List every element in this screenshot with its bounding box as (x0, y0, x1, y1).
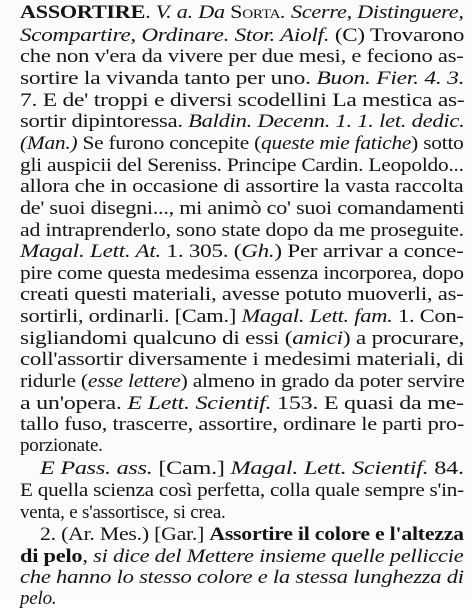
text-run: V. a. Da (155, 2, 231, 23)
entry-line (20, 546, 463, 567)
entry-line (20, 263, 464, 284)
text-run: queste mie fatiche (261, 133, 412, 154)
entry-line (40, 458, 464, 479)
text-run: Gh. (241, 241, 275, 262)
text-run: amici (292, 328, 343, 349)
text-run: venta, e s'assortisce, si crea. (20, 502, 226, 523)
entry-line (20, 306, 464, 327)
text-run: E Lett. Scientif. (127, 393, 272, 414)
text-run: tallo fuso, trascerre, assortire, ordinare le parti pro- (20, 414, 465, 435)
entry-line (20, 480, 464, 501)
entry-line (20, 284, 463, 305)
text-run: gli auspicii del Sereniss. Principe Cardin. Leopoldo... (20, 155, 464, 176)
text-run: Buon. Fier. 4. 3. (316, 68, 465, 89)
text-run: esse lettere (87, 371, 181, 392)
entry-line (20, 502, 226, 523)
text-run: ) almeno in grado da poter servire (180, 371, 465, 392)
text-run: ) Per arrivar a conce- (274, 241, 464, 262)
entry-line (20, 68, 464, 89)
text-run: . Scerre, Distinguere, (280, 2, 464, 23)
text-run: (Man.) (20, 133, 78, 154)
entry-line (20, 220, 464, 241)
text-run: allora che in occasione di assortire la vasta raccolta (20, 176, 464, 197)
text-run: sigliandomi qualcuno di essi ( (20, 328, 293, 349)
entry-line (20, 393, 464, 414)
text-run: sortir dipintoressa. (20, 111, 189, 132)
text-run: 153. E quasi da me- (271, 393, 464, 414)
entry-line (20, 567, 464, 588)
text-run: 7. E de' troppi e diversi scodellini La mestica as- (20, 90, 465, 111)
text-run: (C) Trovarono (334, 25, 465, 46)
text-run: si dice del Mettere insieme quelle pelliccie (93, 546, 464, 567)
entry-line (20, 155, 464, 176)
text-run: E quella scienza così perfetta, colla quale sempre s'in- (20, 480, 464, 501)
entry-line (20, 46, 464, 67)
text-run: Scompartire, Ordinare. Stor. Aiolf. (20, 25, 335, 46)
text-run: 1. Con- (392, 306, 464, 327)
text-run: creati questi materiali, avesse potuto muoverli, as- (20, 284, 464, 305)
entry-line (20, 2, 464, 23)
text-run: de' suoi disegni..., mi animò co' suoi comandamenti (20, 198, 465, 219)
text-run: Baldin. Decenn. 1. 1. let. dedic. (188, 111, 465, 132)
text-run: Magal. Lett. fam. (241, 306, 393, 327)
entry-line (20, 414, 464, 435)
text-run: sortirli, ordinarli. [Cam.] (20, 306, 242, 327)
text-run: Sorta (230, 2, 281, 23)
entry-line (20, 198, 464, 219)
entry-line (20, 90, 465, 111)
entry-line (40, 524, 464, 545)
entry-line (20, 328, 464, 349)
text-run: 1. 305. ( (161, 241, 242, 262)
text-run: 2. (Ar. Mes.) [Gar.] (40, 524, 210, 545)
text-run: che non v'era da vivere per due mesi, e feciono as- (20, 46, 464, 67)
text-run: Assortire il colore e l'altezza (209, 524, 464, 545)
text-run: E Pass. ass. (40, 458, 153, 479)
text-run: ) a procurare, (342, 328, 465, 349)
text-run: [Cam.] (152, 458, 231, 479)
text-run: Magal. Lett. At. (20, 241, 162, 262)
text-run: Magal. Lett. Scientif. (230, 458, 429, 479)
text-run: pire come questa medesima essenza incorporea, dopo (20, 263, 464, 284)
entry-line (20, 25, 464, 46)
entry-line (20, 349, 464, 370)
text-run: 84. (428, 458, 464, 479)
entry-line (20, 241, 464, 262)
entry-line (20, 371, 465, 392)
text-run: sortire la vivanda tanto per uno. (20, 68, 317, 89)
entry-line (20, 133, 464, 154)
text-run: ) sotto (411, 133, 464, 154)
entry-line (20, 176, 463, 197)
text-run: che hanno lo stesso colore e la stessa lunghezza di (20, 567, 464, 588)
text-run: coll'assortir diversamente i medesimi materiali, di (20, 349, 464, 370)
text-run: ridurle ( (20, 371, 88, 392)
text-run: ASSORTIRE (20, 2, 146, 23)
entry-line (20, 111, 465, 132)
entry-line (20, 435, 103, 456)
text-run: pelo. (20, 588, 57, 609)
text-run: , (82, 546, 94, 567)
text-run: a un'opera. (20, 393, 128, 414)
text-run: ad intraprenderlo, sono state dopo da me proseguite. (20, 220, 464, 241)
text-run: porzionate. (20, 435, 103, 456)
text-run: . (145, 2, 156, 23)
text-run: Se furono concepite ( (77, 133, 262, 154)
text-run: di pelo (20, 546, 83, 567)
